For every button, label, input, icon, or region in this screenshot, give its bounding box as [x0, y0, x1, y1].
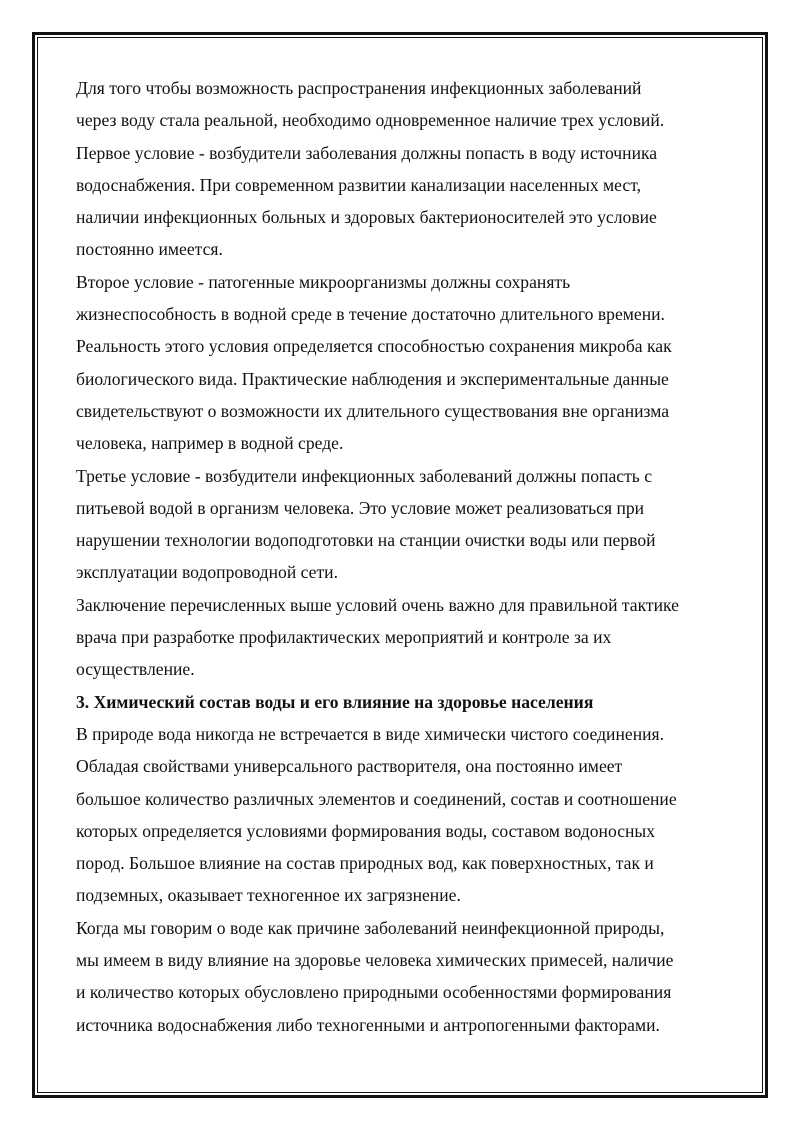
- text-line: водоснабжения. При современном развитии канализации населенных мест,: [76, 174, 641, 195]
- text-line: которых определяется условиями формирования воды, составом водоносных: [76, 820, 656, 841]
- text-line: питьевой водой в организм человека. Это условие может реализоваться при: [76, 497, 645, 518]
- text-line: человека, например в водной среде.: [76, 433, 344, 454]
- text-line: Для того чтобы возможность распространения инфекционных заболеваний: [76, 78, 642, 98]
- text-line: Первое условие - возбудители заболевания должны попасть в воду источника: [76, 142, 658, 163]
- text-line: источника водоснабжения либо техногенными и антропогенными факторами.: [76, 1014, 660, 1035]
- text-line: свидетельствуют о возможности их длительного существования вне организма: [76, 400, 670, 421]
- text-line: подземных, оказывает техногенное их загрязнение.: [76, 885, 461, 906]
- section-heading: 3. Химический состав воды и его влияние на здоровье населения: [76, 691, 594, 712]
- text-line: и количество которых обусловлено природными особенностями формирования: [76, 982, 672, 1003]
- text-line: через воду стала реальной, необходимо одновременное наличие трех условий.: [76, 110, 665, 131]
- text-line: Заключение перечисленных выше условий очень важно для правильной тактике: [76, 594, 679, 615]
- text-line: нарушении технологии водоподготовки на станции очистки воды или первой: [76, 530, 656, 551]
- text-line: Третье условие - возбудители инфекционных заболеваний должны попасть с: [76, 465, 653, 486]
- text-line: Реальность этого условия определяется способностью сохранения микроба как: [76, 336, 672, 357]
- text-line: жизнеспособность в водной среде в течение достаточно длительного времени.: [76, 304, 665, 325]
- text-line: мы имеем в виду влияние на здоровье человека химических примесей, наличие: [76, 950, 674, 971]
- text-line: постоянно имеется.: [76, 239, 223, 260]
- text-line: осуществление.: [76, 659, 195, 680]
- text-line: Когда мы говорим о воде как причине заболеваний неинфекционной природы,: [76, 917, 665, 938]
- text-line: большое количество различных элементов и соединений, состав и соотношение: [76, 788, 677, 809]
- text-line: биологического вида. Практические наблюдения и экспериментальные данные: [76, 368, 669, 389]
- text-line: Обладая свойствами универсального растворителя, она постоянно имеет: [76, 756, 623, 777]
- text-line: наличии инфекционных больных и здоровых бактерионосителей это условие: [76, 207, 657, 228]
- text-line: Второе условие - патогенные микроорганизмы должны сохранять: [76, 271, 571, 292]
- text-line: В природе вода никогда не встречается в виде химически чистого соединения.: [76, 723, 665, 744]
- text-line: эксплуатации водопроводной сети.: [76, 562, 338, 583]
- text-line: врача при разработке профилактических мероприятий и контроле за их: [76, 627, 612, 648]
- document-body: [76, 72, 736, 1041]
- text-line: пород. Большое влияние на состав природных вод, как поверхностных, так и: [76, 853, 654, 874]
